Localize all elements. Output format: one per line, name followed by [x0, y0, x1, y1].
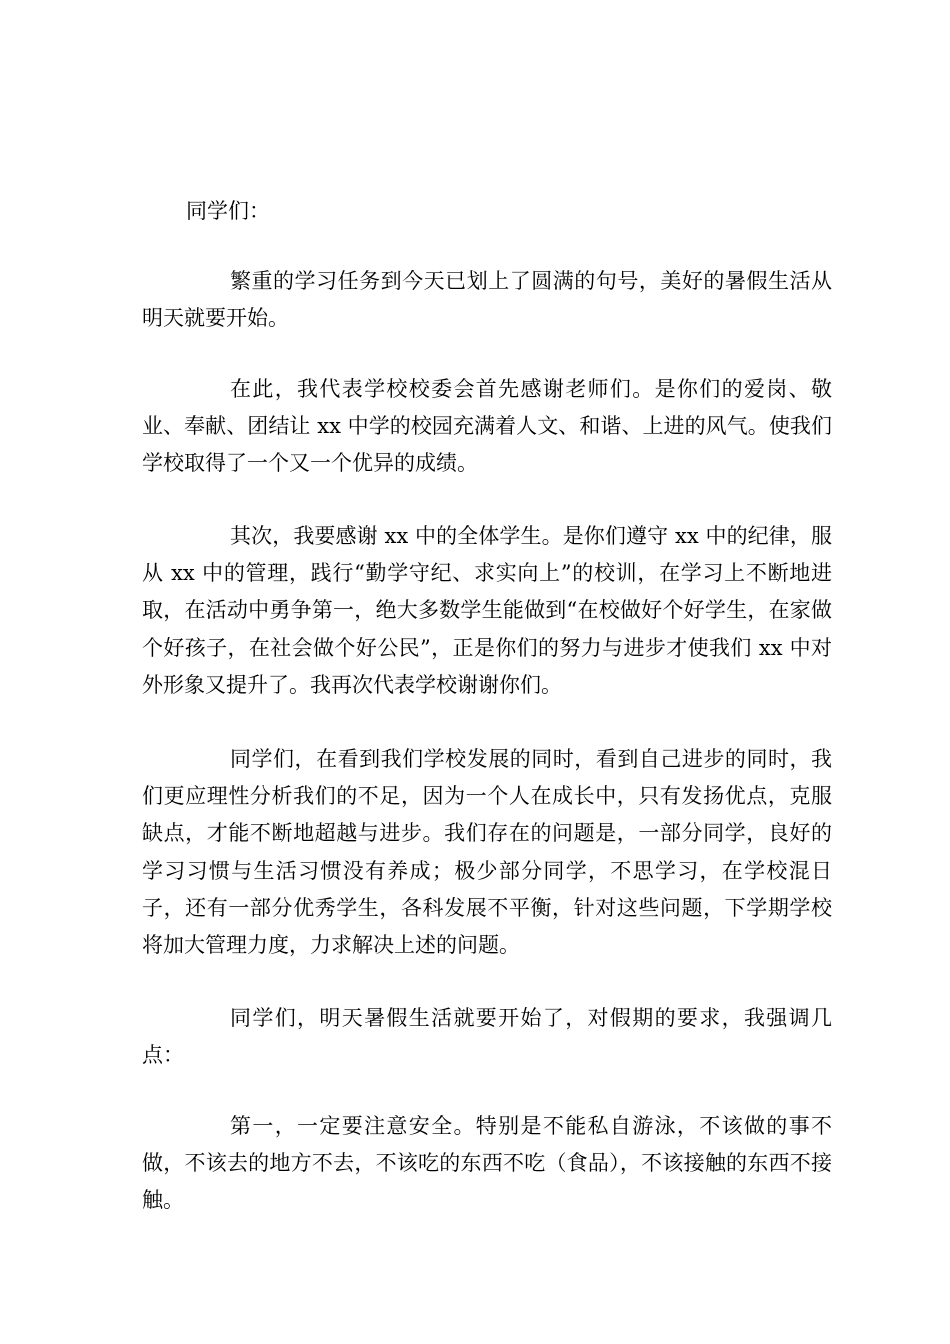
- paragraph-shortcomings: 同学们，在看到我们学校发展的同时，看到自己进步的同时，我们更应理性分析我们的不足，因为一个人在成长中，只有发扬优点，克服缺点，才能不断地超越与进步。我们存在的问题是，一部分同学，良好的学习习惯与生活习惯没有养成；极少部分同学，不思学习，在学校混日子，还有一部分优秀学生，各科发展不平衡，针对这些问题，下学期学校将加大管理力度，力求解决上述的问题。: [142, 747, 832, 958]
- paragraph-summer-start: 繁重的学习任务到今天已划上了圆满的句号，美好的暑假生活从明天就要开始。: [142, 269, 832, 331]
- paragraph-safety: 第一，一定要注意安全。特别是不能私自游泳，不该做的事不做，不该去的地方不去，不该吃的东西不吃（食品），不该接触的东西不接触。: [142, 1114, 832, 1213]
- paragraph-holiday-requirements: 同学们，明天暑假生活就要开始了，对假期的要求，我强调几点：: [142, 1006, 832, 1068]
- paragraph-thank-teachers: 在此，我代表学校校委会首先感谢老师们。是你们的爱岗、敬业、奉献、团结让 xx 中学的校园充满着人文、和谐、上进的风气。使我们学校取得了一个又一个优异的成绩。: [142, 377, 832, 476]
- paragraph-thank-students: 其次，我要感谢 xx 中的全体学生。是你们遵守 xx 中的纪律，服从 xx 中的管理，践行“勤学守纪、求实向上”的校训，在学习上不断地进取，在活动中勇争第一，绝大多数学生能做到“在校做好个好学生，在家做个好孩子，在社会做个好公民”，正是你们的努力与进步才使我们 xx 中对外形象又提升了。我再次代表学校谢谢你们。: [142, 524, 832, 697]
- greeting: 同学们：: [186, 199, 270, 223]
